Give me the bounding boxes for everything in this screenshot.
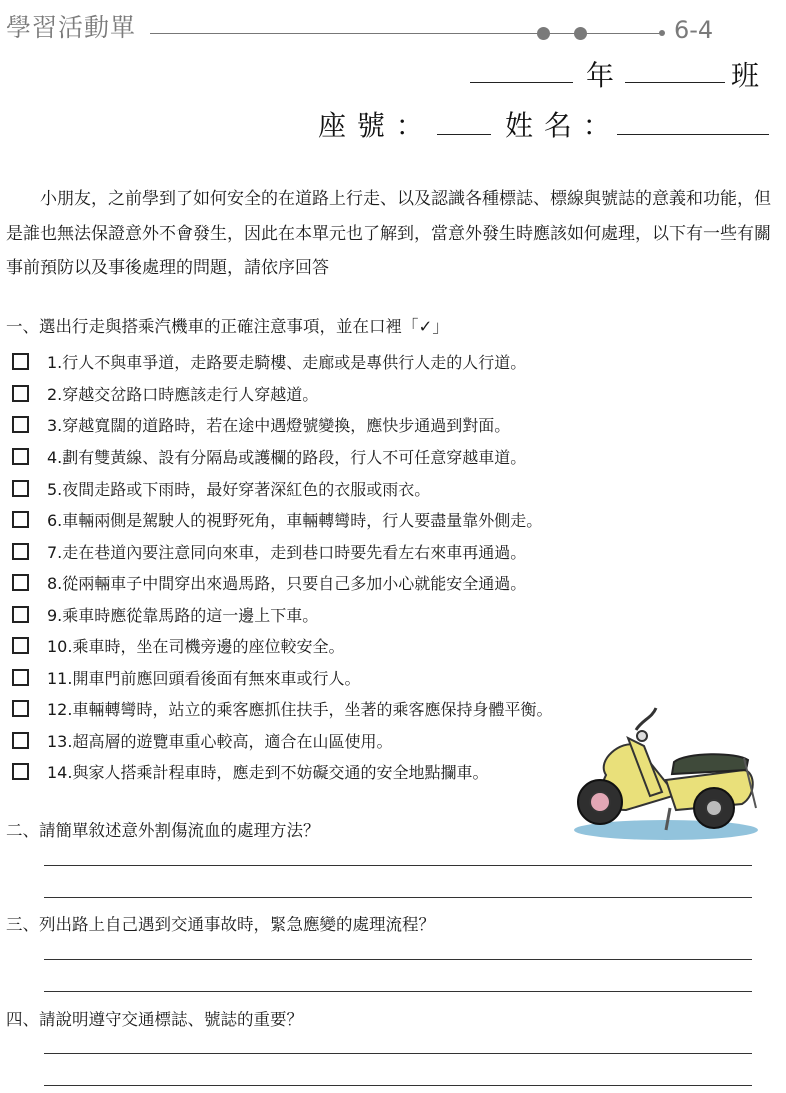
checkbox[interactable]	[12, 543, 29, 560]
name-blank[interactable]	[617, 134, 769, 135]
seat-blank[interactable]	[437, 134, 491, 135]
checkbox[interactable]	[12, 763, 29, 780]
checkbox[interactable]	[12, 606, 29, 623]
checkbox[interactable]	[12, 385, 29, 402]
checkbox[interactable]	[12, 574, 29, 591]
list-item: 11.開車門前應回頭看後面有無來車或行人。	[12, 664, 360, 690]
list-item: 13.超高層的遊覽車重心較高，適合在山區使用。	[12, 727, 392, 753]
answer-line[interactable]	[44, 991, 752, 992]
seat-label: 座 號 ：	[318, 109, 425, 142]
scooter-illustration-icon	[566, 700, 762, 842]
checkbox[interactable]	[12, 511, 29, 528]
unit-number: 6-4	[674, 16, 714, 44]
list-item: 14.與家人搭乘計程車時，應走到不妨礙交通的安全地點攔車。	[12, 758, 488, 784]
list-item: 4.劃有雙黃線、設有分隔島或護欄的路段，行人不可任意穿越車道。	[12, 443, 526, 469]
header-dot-icon	[659, 30, 665, 36]
list-item: 12.車輛轉彎時，站立的乘客應抓住扶手，坐著的乘客應保持身體平衡。	[12, 695, 552, 721]
grade-blank[interactable]	[470, 82, 573, 83]
checkbox[interactable]	[12, 353, 29, 370]
class-label: 班	[731, 59, 760, 92]
answer-line[interactable]	[44, 959, 752, 960]
class-blank[interactable]	[625, 82, 725, 83]
header-dot-icon	[574, 27, 587, 40]
list-item: 9.乘車時應從靠馬路的這一邊上下車。	[12, 601, 318, 627]
intro-paragraph: 小朋友，之前學到了如何安全的在道路上行走、以及認識各種標誌、標線與號誌的意義和功能，但是誰也無法保證意外不會發生，因此在本單元也了解到，當意外發生時應該如何處理，以下有一些有關事前預防以及事後處理的問題，請依序回答	[6, 189, 771, 278]
checkbox[interactable]	[12, 700, 29, 717]
checkbox[interactable]	[12, 637, 29, 654]
section2-title: 二、請簡單敘述意外割傷流血的處理方法？	[6, 821, 320, 840]
list-item: 7.走在巷道內要注意同向來車，走到巷口時要先看左右來車再通過。	[12, 538, 526, 564]
section4-title: 四、請說明遵守交通標誌、號誌的重要？	[6, 1010, 303, 1029]
section1-title: 一、選出行走與搭乘汽機車的正確注意事項，並在口裡「✓」	[6, 317, 449, 336]
list-item: 6.車輛兩側是駕駛人的視野死角，車輛轉彎時，行人要盡量靠外側走。	[12, 506, 542, 532]
list-item: 2.穿越交岔路口時應該走行人穿越道。	[12, 380, 318, 406]
grade-label: 年	[586, 59, 615, 92]
answer-line[interactable]	[44, 865, 752, 866]
checkbox[interactable]	[12, 480, 29, 497]
list-item: 1.行人不與車爭道，走路要走騎樓、走廊或是專供行人走的人行道。	[12, 348, 526, 374]
answer-line[interactable]	[44, 1053, 752, 1054]
section3-title: 三、列出路上自己遇到交通事故時，緊急應變的處理流程？	[6, 915, 435, 934]
checkbox[interactable]	[12, 416, 29, 433]
worksheet-title: 學習活動單	[6, 13, 137, 42]
name-label: 姓 名 ：	[505, 109, 612, 142]
checkbox[interactable]	[12, 448, 29, 465]
list-item: 10.乘車時，坐在司機旁邊的座位較安全。	[12, 632, 344, 658]
checkbox[interactable]	[12, 669, 29, 686]
list-item: 8.從兩輛車子中間穿出來過馬路，只要自己多加小心就能安全通過。	[12, 569, 526, 595]
list-item: 3.穿越寬闊的道路時，若在途中遇燈號變換，應快步通過到對面。	[12, 411, 510, 437]
answer-line[interactable]	[44, 897, 752, 898]
checkbox[interactable]	[12, 732, 29, 749]
header-dot-icon	[537, 27, 550, 40]
answer-line[interactable]	[44, 1085, 752, 1086]
list-item: 5.夜間走路或下雨時，最好穿著深紅色的衣服或雨衣。	[12, 475, 430, 501]
